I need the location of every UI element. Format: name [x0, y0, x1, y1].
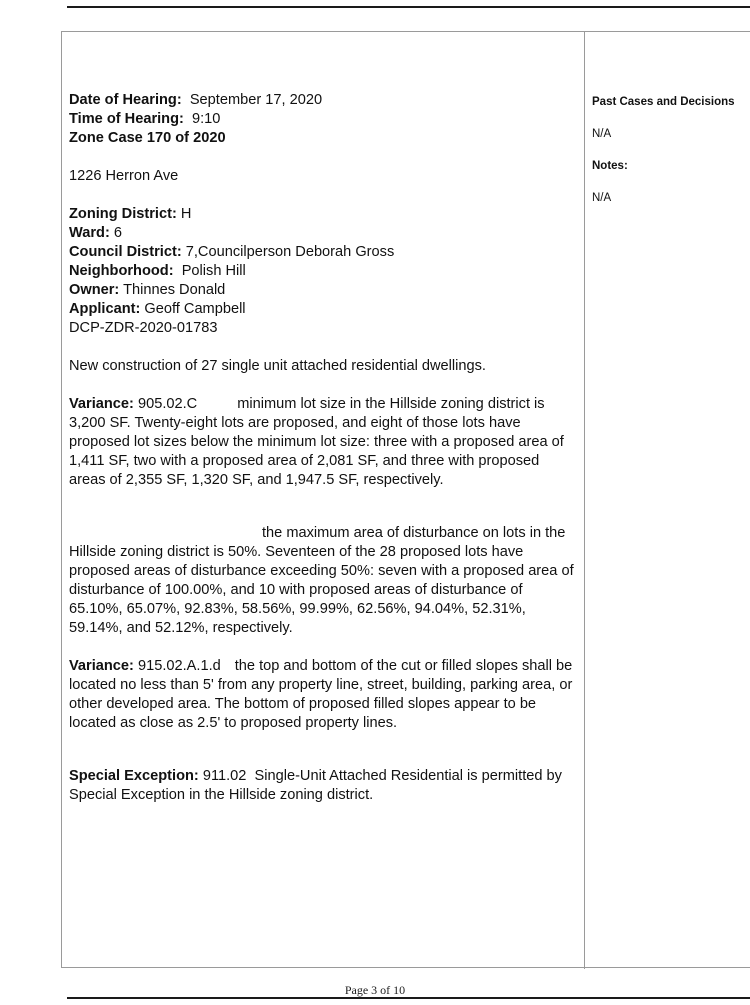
header-rule	[67, 6, 750, 8]
footer-rule	[67, 997, 750, 999]
past-cases-heading: Past Cases and Decisions	[592, 96, 735, 108]
ward: Ward: 6	[69, 225, 122, 241]
property-address: 1226 Herron Ave	[69, 168, 179, 184]
request-lot-size-variance: Variance: 905.02.C minimum lot size in the Hillside zoning district is 3,200 SF. Twenty-eight lots are proposed, and eight of those lots have proposed lot sizes below the minimum lot size: three with a proposed area of 1,411 SF, two with a proposed area of 2,081 SF, and three with proposed areas of 2,355 SF, 1,320 SF, and 1,947.5 SF, respectively.	[69, 396, 564, 488]
project-description: New construction of 27 single unit attached residential dwellings.	[69, 358, 486, 374]
request-disturbance-variance: the maximum area of disturbance on lots in the Hillside zoning district is 50%. Seventeen of the 28 proposed lots have proposed areas of disturbance exceeding 50%: seven with a proposed area of disturbance of 100.00%, and 10 with proposed areas of disturbance of 65.10%, 65.07%, 92.83%, 58.56%, 99.99%, 62.56%, 94.04%, 52.31%, 59.14%, and 52.12%, respectively.	[69, 525, 574, 636]
council-district: Council District: 7,Councilperson Deborah Gross	[69, 244, 395, 260]
zone-case-number: Zone Case 170 of 2020	[69, 130, 226, 146]
past-cases-value: N/A	[592, 128, 612, 140]
column-divider	[584, 31, 585, 969]
owner: Owner: Thinnes Donald	[69, 282, 226, 298]
zoning-district: Zoning District: H	[69, 206, 192, 222]
history-notes-column	[592, 95, 750, 205]
case-details-column	[69, 91, 579, 805]
notes-heading: Notes:	[592, 160, 628, 172]
notes-value: N/A	[592, 192, 612, 204]
neighborhood: Neighborhood: Polish Hill	[69, 263, 246, 279]
page-number: Page 3 of 10	[344, 983, 406, 997]
hearing-time: Time of Hearing: 9:10	[69, 111, 221, 127]
hearing-date: Date of Hearing: September 17, 2020	[69, 92, 323, 108]
request-slope-variance: Variance: 915.02.A.1.d the top and bottom of the cut or filled slopes shall be located no less than 5' from any property line, street, building, parking area, or other developed area. The bottom of proposed filled slopes appear to be located as close as 2.5' to proposed property lines.	[69, 658, 573, 731]
applicant: Applicant: Geoff Campbell	[69, 301, 246, 317]
request-special-exception: Special Exception: 911.02 Single-Unit Attached Residential is permitted by Special Exception in the Hillside zoning district.	[69, 768, 562, 803]
record-number: DCP-ZDR-2020-01783	[69, 320, 218, 336]
